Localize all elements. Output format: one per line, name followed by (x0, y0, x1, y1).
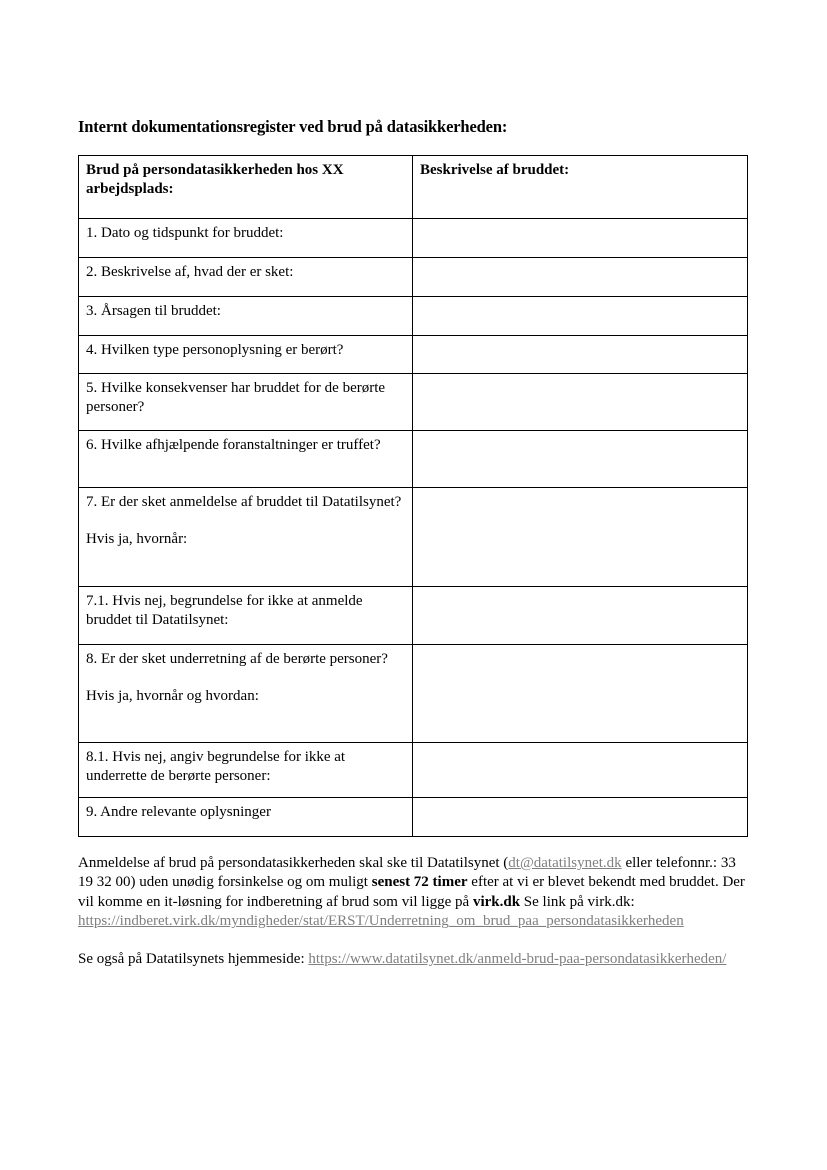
answer-cell-7[interactable] (413, 487, 748, 586)
question-cell-6: 6. Hvilke afhjælpende foranstaltninger er truffet? (79, 430, 413, 487)
table-row (79, 296, 748, 335)
answer-cell-6[interactable] (413, 430, 748, 487)
question-cell-7 (79, 487, 413, 586)
table-row (79, 335, 748, 373)
footer-text-part2: eller telefonnr.: 33 19 32 00) uden unødig forsinkelse og om muligt (78, 854, 736, 891)
table-row (79, 218, 748, 257)
question-text-8: 8. Er der sket underretning af de berørte personer? (86, 650, 388, 667)
footer-paragraph-notification (78, 854, 748, 932)
page-title: Internt dokumentationsregister ved brud på datasikkerheden: (78, 117, 508, 136)
question-subtext-7: Hvis ja, hvornår: (86, 531, 188, 548)
url-link-indberet-virk[interactable]: https://indberet.virk.dk/myndigheder/stat/ERST/Underretning_om_brud_paa_persondatasikkerheden (78, 913, 684, 930)
table-row (79, 644, 748, 742)
question-cell-9: 9. Andre relevante oplysninger (79, 797, 413, 836)
answer-cell-1[interactable] (413, 218, 748, 257)
answer-cell-4[interactable] (413, 335, 748, 373)
footer-text-part4: Se link på virk.dk: (520, 893, 635, 910)
table-header-row (79, 155, 748, 218)
footer2-text-part1: Se også på Datatilsynets hjemmeside: (78, 950, 309, 967)
answer-cell-8-1[interactable] (413, 742, 748, 797)
question-cell-2: 2. Beskrivelse af, hvad der er sket: (79, 257, 413, 296)
answer-cell-2[interactable] (413, 257, 748, 296)
answer-cell-9[interactable] (413, 797, 748, 836)
url-link-datatilsynet-website[interactable]: https://www.datatilsynet.dk/anmeld-brud-paa-persondatasikkerheden/ (308, 950, 727, 967)
table-row (79, 373, 748, 430)
answer-cell-7-1[interactable] (413, 586, 748, 644)
document-content (78, 118, 748, 969)
question-cell-1: 1. Dato og tidspunkt for bruddet: (79, 218, 413, 257)
table-row (79, 257, 748, 296)
question-cell-3: 3. Årsagen til bruddet: (79, 296, 413, 335)
question-text-7: 7. Er der sket anmeldelse af bruddet til Datatilsynet? (86, 493, 402, 510)
answer-cell-3[interactable] (413, 296, 748, 335)
footer-text-part1: Anmeldelse af brud på persondatasikkerheden skal ske til Datatilsynet ( (78, 854, 509, 871)
spacer (86, 669, 406, 687)
answer-cell-8[interactable] (413, 644, 748, 742)
table-header-cell-subject: Brud på persondatasikkerheden hos XX arbejdsplads: (79, 155, 413, 218)
table-row (79, 430, 748, 487)
footer-paragraph-website (78, 950, 748, 970)
table-row (79, 742, 748, 797)
question-subtext-8: Hvis ja, hvornår og hvordan: (86, 688, 259, 705)
footer-bold-virkdk: virk.dk (472, 893, 521, 910)
table-row (79, 487, 748, 586)
spacer (86, 512, 406, 530)
table-row (79, 586, 748, 644)
question-cell-4: 4. Hvilken type personoplysning er berørt? (79, 335, 413, 373)
table-header-cell-description: Beskrivelse af bruddet: (413, 155, 748, 218)
question-cell-5: 5. Hvilke konsekvenser har bruddet for de berørte personer? (79, 373, 413, 430)
question-cell-8-1: 8.1. Hvis nej, angiv begrundelse for ikke at underrette de berørte personer: (79, 742, 413, 797)
email-link-datatilsynet[interactable]: dt@datatilsynet.dk (508, 854, 622, 871)
footer-bold-deadline: senest 72 timer (371, 874, 468, 891)
answer-cell-5[interactable] (413, 373, 748, 430)
question-cell-7-1: 7.1. Hvis nej, begrundelse for ikke at anmelde bruddet til Datatilsynet: (79, 586, 413, 644)
footer-text-part3: efter at vi er blevet bekendt med bruddet. Der vil komme en it-løsning for indberetning af brud som vil ligge på (78, 874, 745, 910)
question-cell-8 (79, 644, 413, 742)
table-row (79, 797, 748, 836)
documentation-register-table (78, 155, 748, 837)
